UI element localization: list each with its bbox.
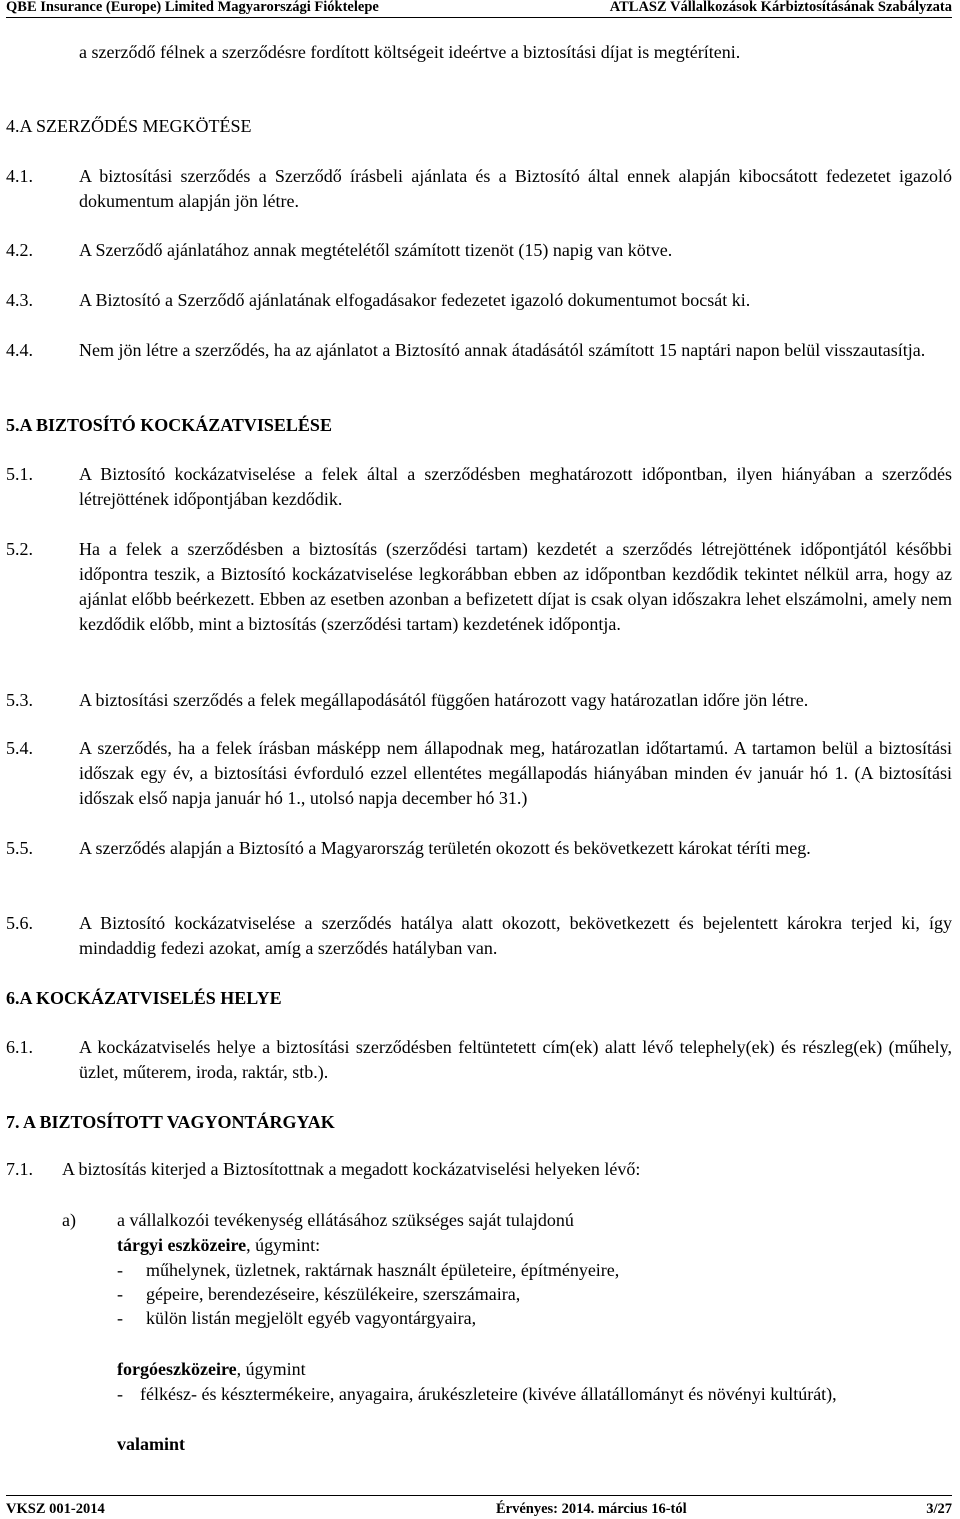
fixed-asset-item-1: műhelynek, üzletnek, raktárnak használt épületeire, építményeire, xyxy=(146,1260,620,1280)
clause-5-1-number: 5.1. xyxy=(6,464,33,484)
section-4-heading: 4.A SZERZŐDÉS MEGKÖTÉSE xyxy=(6,116,252,136)
list-dash: - xyxy=(117,1284,123,1304)
page-footer xyxy=(6,1495,952,1518)
clause-6-1-text: A kockázatviselés helye a biztosítási szerződésben feltüntetett cím(ek) alatt lévő telephely(ek) és részleg(ek) (műhely, üzlet, műterem, iroda, raktár, stb.). xyxy=(79,1037,952,1082)
footer-validity: Érvényes: 2014. március 16-tól xyxy=(496,1501,687,1517)
section-7-heading: 7. A BIZTOSÍTOTT VAGYONTÁRGYAK xyxy=(6,1112,335,1132)
clause-4-3-number: 4.3. xyxy=(6,290,33,310)
clause-7-1-number: 7.1. xyxy=(6,1159,33,1179)
clause-5-3-text: A biztosítási szerződés a felek megállapodásától függően határozott vagy határozatlan időre jön létre. xyxy=(79,690,809,710)
current-assets-label: forgóeszközeire xyxy=(117,1359,237,1379)
fixed-assets-suffix: , úgymint: xyxy=(246,1235,321,1255)
clause-4-4-number: 4.4. xyxy=(6,340,33,360)
fixed-asset-item-2: gépeire, berendezéseire, készülékeire, szerszámaira, xyxy=(146,1284,521,1304)
clause-4-1-text: A biztosítási szerződés a Szerződő írásbeli ajánlata és a Biztosító által ennek alapján kibocsátott fedezetet igazoló dokumentum alapján jön létre. xyxy=(79,166,952,211)
section-5-heading: 5.A BIZTOSÍTÓ KOCKÁZATVISELÉSE xyxy=(6,415,332,435)
clause-5-6-text: A Biztosító kockázatviselése a szerződés hatálya alatt okozott, bekövetkezett és bejelentett károkra terjed ki, így mindaddig fedezi azokat, amíg a szerződés hatályban van. xyxy=(79,913,952,958)
intro-paragraph: a szerződő félnek a szerződésre fordított költségeit ideértve a biztosítási díjat is megtéríteni. xyxy=(79,42,741,62)
clause-4-1-number: 4.1. xyxy=(6,166,33,186)
clause-5-4-text: A szerződés, ha a felek írásban másképp nem állapodnak meg, határozatlan időtartamú. A tartamon belül a biztosítási időszak egy év, a biztosítási évforduló ezzel ellentétes megállapodás hiányában minden év január hó 1. (A biztosítási időszak első napja január hó 1., utolsó napja december hó 31.) xyxy=(79,738,952,808)
current-assets-line xyxy=(117,1357,952,1382)
current-asset-item: félkész- és késztermékeire, anyagaira, árukészleteire (kivéve állatállományt és növényi kultúrát), xyxy=(140,1384,837,1404)
fixed-assets-line xyxy=(117,1233,952,1258)
clause-5-6-number: 5.6. xyxy=(6,913,33,933)
clause-5-1-text: A Biztosító kockázatviselése a felek által a szerződésben meghatározott időpontban, ilyen hiányában a szerződés létrejöttének időpontjában kezdődik. xyxy=(79,464,952,509)
clause-5-2-text: Ha a felek a szerződésben a biztosítás (szerződési tartam) kezdetét a szerződés létrejöttének időpontjától későbbi időpontra teszik, a Biztosító kockázatviselése legkorábban ebben az időpontban kezdődik tekintet nélkül arra, hogy az ajánlat előbb beérkezett. Ebben az esetben azonban a befizetett díjat is csak olyan időszakra lehet elszámolni, amely nem kezdődik előbb, mint a biztosítás (szerződési tartam) kezdetének időpontja. xyxy=(79,539,952,634)
list-dash: - xyxy=(117,1260,123,1280)
footer-document-code: VKSZ 001-2014 xyxy=(6,1501,105,1517)
footer-page-number: 3/27 xyxy=(926,1501,952,1517)
tail-conjunction: valamint xyxy=(117,1434,186,1454)
clause-5-5-number: 5.5. xyxy=(6,838,33,858)
clause-5-2-number: 5.2. xyxy=(6,539,33,559)
clause-5-5-text: A szerződés alapján a Biztosító a Magyarország területén okozott és bekövetkezett károkat téríti meg. xyxy=(79,838,811,858)
header-company: QBE Insurance (Europe) Limited Magyarországi Fióktelepe xyxy=(6,0,379,15)
list-dash: - xyxy=(117,1308,123,1328)
clause-5-3-number: 5.3. xyxy=(6,690,33,710)
clause-4-4-text: Nem jön létre a szerződés, ha az ajánlatot a Biztosító annak átadásától számított 15 naptári napon belül visszautasítja. xyxy=(79,340,926,360)
clause-4-3-text: A Biztosító a Szerződő ajánlatának elfogadásakor fedezetet igazoló dokumentumot bocsát ki. xyxy=(79,290,751,310)
clause-4-2-number: 4.2. xyxy=(6,240,33,260)
item-a-text: a vállalkozói tevékenység ellátásához szükséges saját tulajdonú xyxy=(117,1210,574,1230)
clause-5-4-number: 5.4. xyxy=(6,738,33,758)
header-document-title: ATLASZ Vállalkozások Kárbiztosításának Szabályzata xyxy=(609,0,952,15)
clause-6-1-number: 6.1. xyxy=(6,1037,33,1057)
clause-7-1-text: A biztosítás kiterjed a Biztosítottnak a megadott kockázatviselési helyeken lévő: xyxy=(62,1159,641,1179)
current-assets-suffix: , úgymint xyxy=(236,1359,306,1379)
list-dash: - xyxy=(117,1384,123,1404)
fixed-assets-label: tárgyi eszközeire xyxy=(117,1235,247,1255)
clause-4-2-text: A Szerződő ajánlatához annak megtételétől számított tizenöt (15) napig van kötve. xyxy=(79,240,673,260)
page-header xyxy=(6,0,952,18)
fixed-asset-item-3: külön listán megjelölt egyéb vagyontárgyaira, xyxy=(146,1308,477,1328)
section-6-heading: 6.A KOCKÁZATVISELÉS HELYE xyxy=(6,988,282,1008)
item-a-label: a) xyxy=(62,1210,76,1230)
